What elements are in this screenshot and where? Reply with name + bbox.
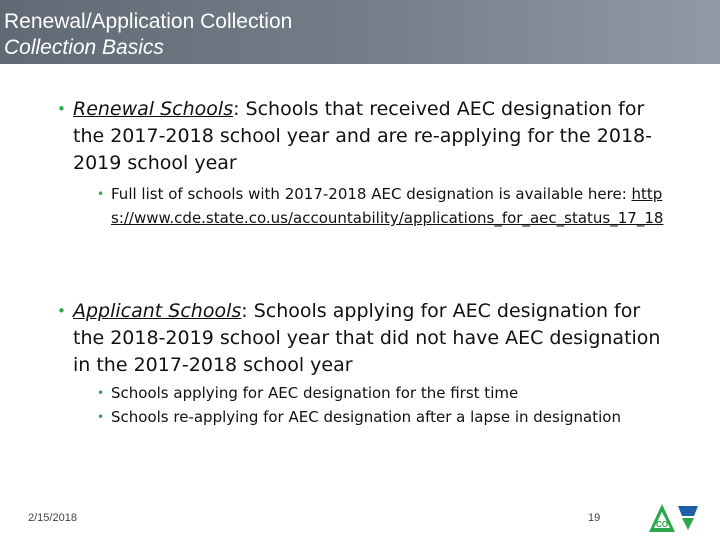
sub-bullet-text: Full list of schools with 2017-2018 AEC designation is available here: [111, 185, 627, 203]
bullet-icon: • [57, 302, 66, 320]
page-number: 19 [588, 512, 601, 524]
bullet-applicant-schools [57, 298, 673, 379]
slide-subtitle: Collection Basics [4, 36, 164, 59]
logo-shape-blue [678, 506, 698, 516]
sub-bullet-full-list [97, 182, 671, 230]
logo-text: CO [656, 520, 668, 529]
bullet-icon: • [97, 386, 105, 400]
sub-bullet-first-time [97, 381, 671, 405]
term-renewal-schools: Renewal Schools [73, 98, 234, 120]
sub-bullet-text: Schools applying for AEC designation for the first time [111, 384, 519, 402]
sub-bullet-text: Schools re-applying for AEC designation after a lapse in designation [111, 408, 621, 426]
bullet-icon: • [57, 100, 66, 118]
bullet-icon: • [97, 410, 105, 424]
term-applicant-schools: Applicant Schools [73, 300, 242, 322]
colorado-logo-icon [648, 500, 704, 536]
logo-shape-green [682, 518, 694, 530]
sub-bullet-reapplying [97, 405, 671, 429]
bullet-text: : Schools applying for AEC designation for the 2018-2019 school year that did not have AEC designation in the 2017-2018 school year [73, 300, 661, 376]
title-bar [0, 0, 720, 64]
bullet-icon: • [97, 187, 105, 201]
aec-status-link[interactable]: https://www.cde.state.co.us/accountability/applications_for_aec_status_17_18 [111, 185, 664, 227]
footer-date: 2/15/2018 [28, 512, 77, 524]
bullet-renewal-schools [57, 96, 673, 177]
slide-title: Renewal/Application Collection [4, 10, 293, 33]
bullet-text: : Schools that received AEC designation for the 2017-2018 school year and are re-applying for the 2018-2019 school year [73, 98, 652, 174]
